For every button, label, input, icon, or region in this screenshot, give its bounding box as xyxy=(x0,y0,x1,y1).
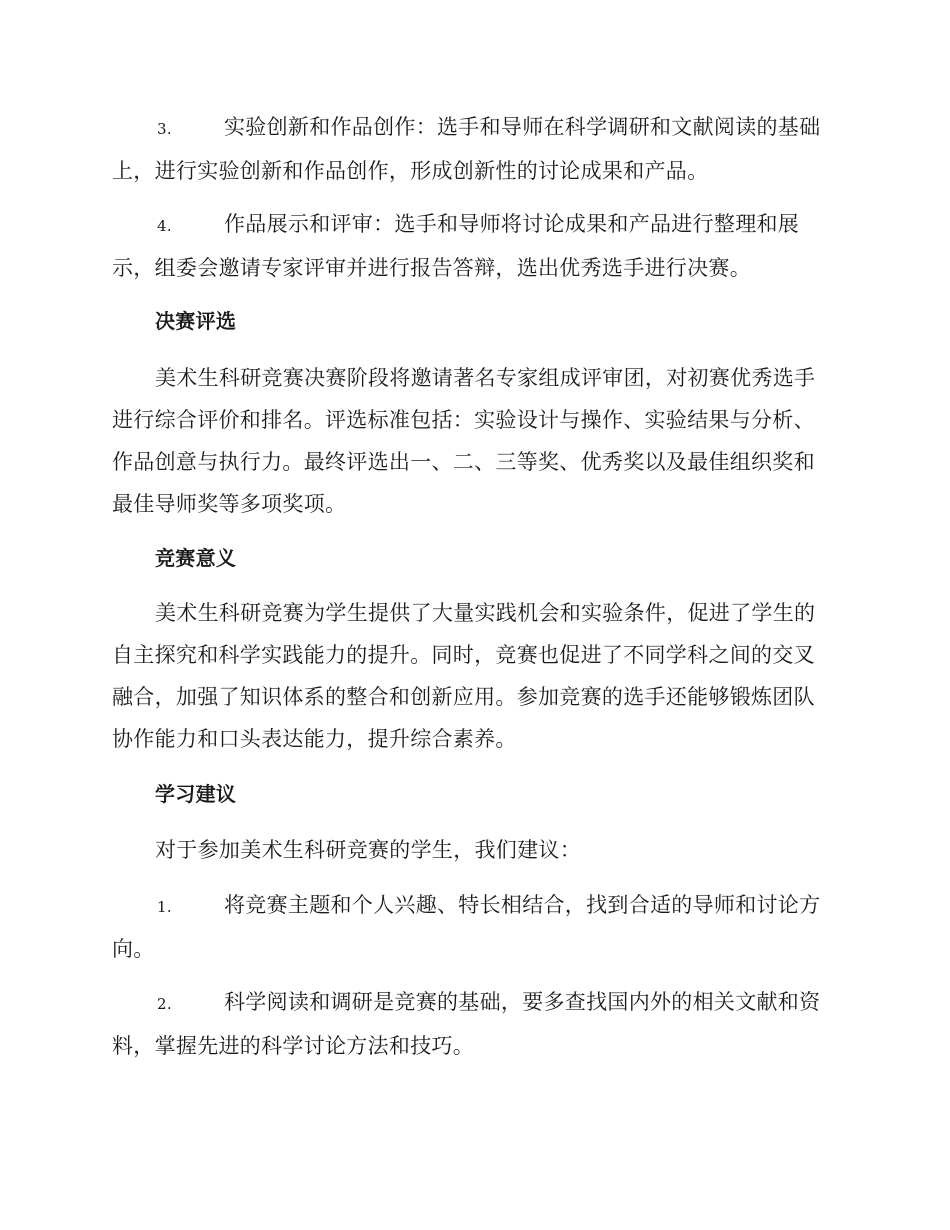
list-text: 科学阅读和调研是竞赛的基础，要多查找国内外的相关文献和资料，掌握先进的科学讨论方法和技巧。 xyxy=(112,990,821,1058)
paragraph: 对于参加美术生科研竞赛的学生，我们建议： xyxy=(155,838,581,862)
section-heading: 决赛评选 xyxy=(155,309,237,333)
list-number: 1. xyxy=(157,898,172,916)
section-heading: 学习建议 xyxy=(155,782,237,806)
list-text: 将竞赛主题和个人兴趣、特长相结合，找到合适的导师和讨论方向。 xyxy=(112,893,821,961)
list-item xyxy=(112,981,832,1067)
list-number: 2. xyxy=(157,995,172,1013)
list-text: 作品展示和评审：选手和导师将讨论成果和产品进行整理和展示，组委会邀请专家评审并进行报告答辩，选出优秀选手进行决赛。 xyxy=(112,212,800,280)
paragraph: 美术生科研竞赛决赛阶段将邀请著名专家组成评审团，对初赛优秀选手进行综合评价和排名。评选标准包括：实验设计与操作、实验结果与分析、作品创意与执行力。最终评选出一、二、三等奖、优秀奖以及最佳组织奖和最佳导师奖等多项奖项。 xyxy=(112,366,816,516)
section-heading: 竞赛意义 xyxy=(155,546,237,570)
list-item xyxy=(112,884,832,970)
list-number: 3. xyxy=(157,120,172,138)
paragraph: 美术生科研竞赛为学生提供了大量实践机会和实验条件，促进了学生的自主探究和科学实践能力的提升。同时，竞赛也促进了不同学科之间的交叉融合，加强了知识体系的整合和创新应用。参加竞赛的选手还能够锻炼团队协作能力和口头表达能力，提升综合素养。 xyxy=(112,601,816,751)
list-number: 4. xyxy=(157,217,172,235)
list-item xyxy=(112,106,832,192)
list-item xyxy=(112,203,832,289)
list-text: 实验创新和作品创作：选手和导师在科学调研和文献阅读的基础上，进行实验创新和作品创作，形成创新性的讨论成果和产品。 xyxy=(112,115,821,183)
